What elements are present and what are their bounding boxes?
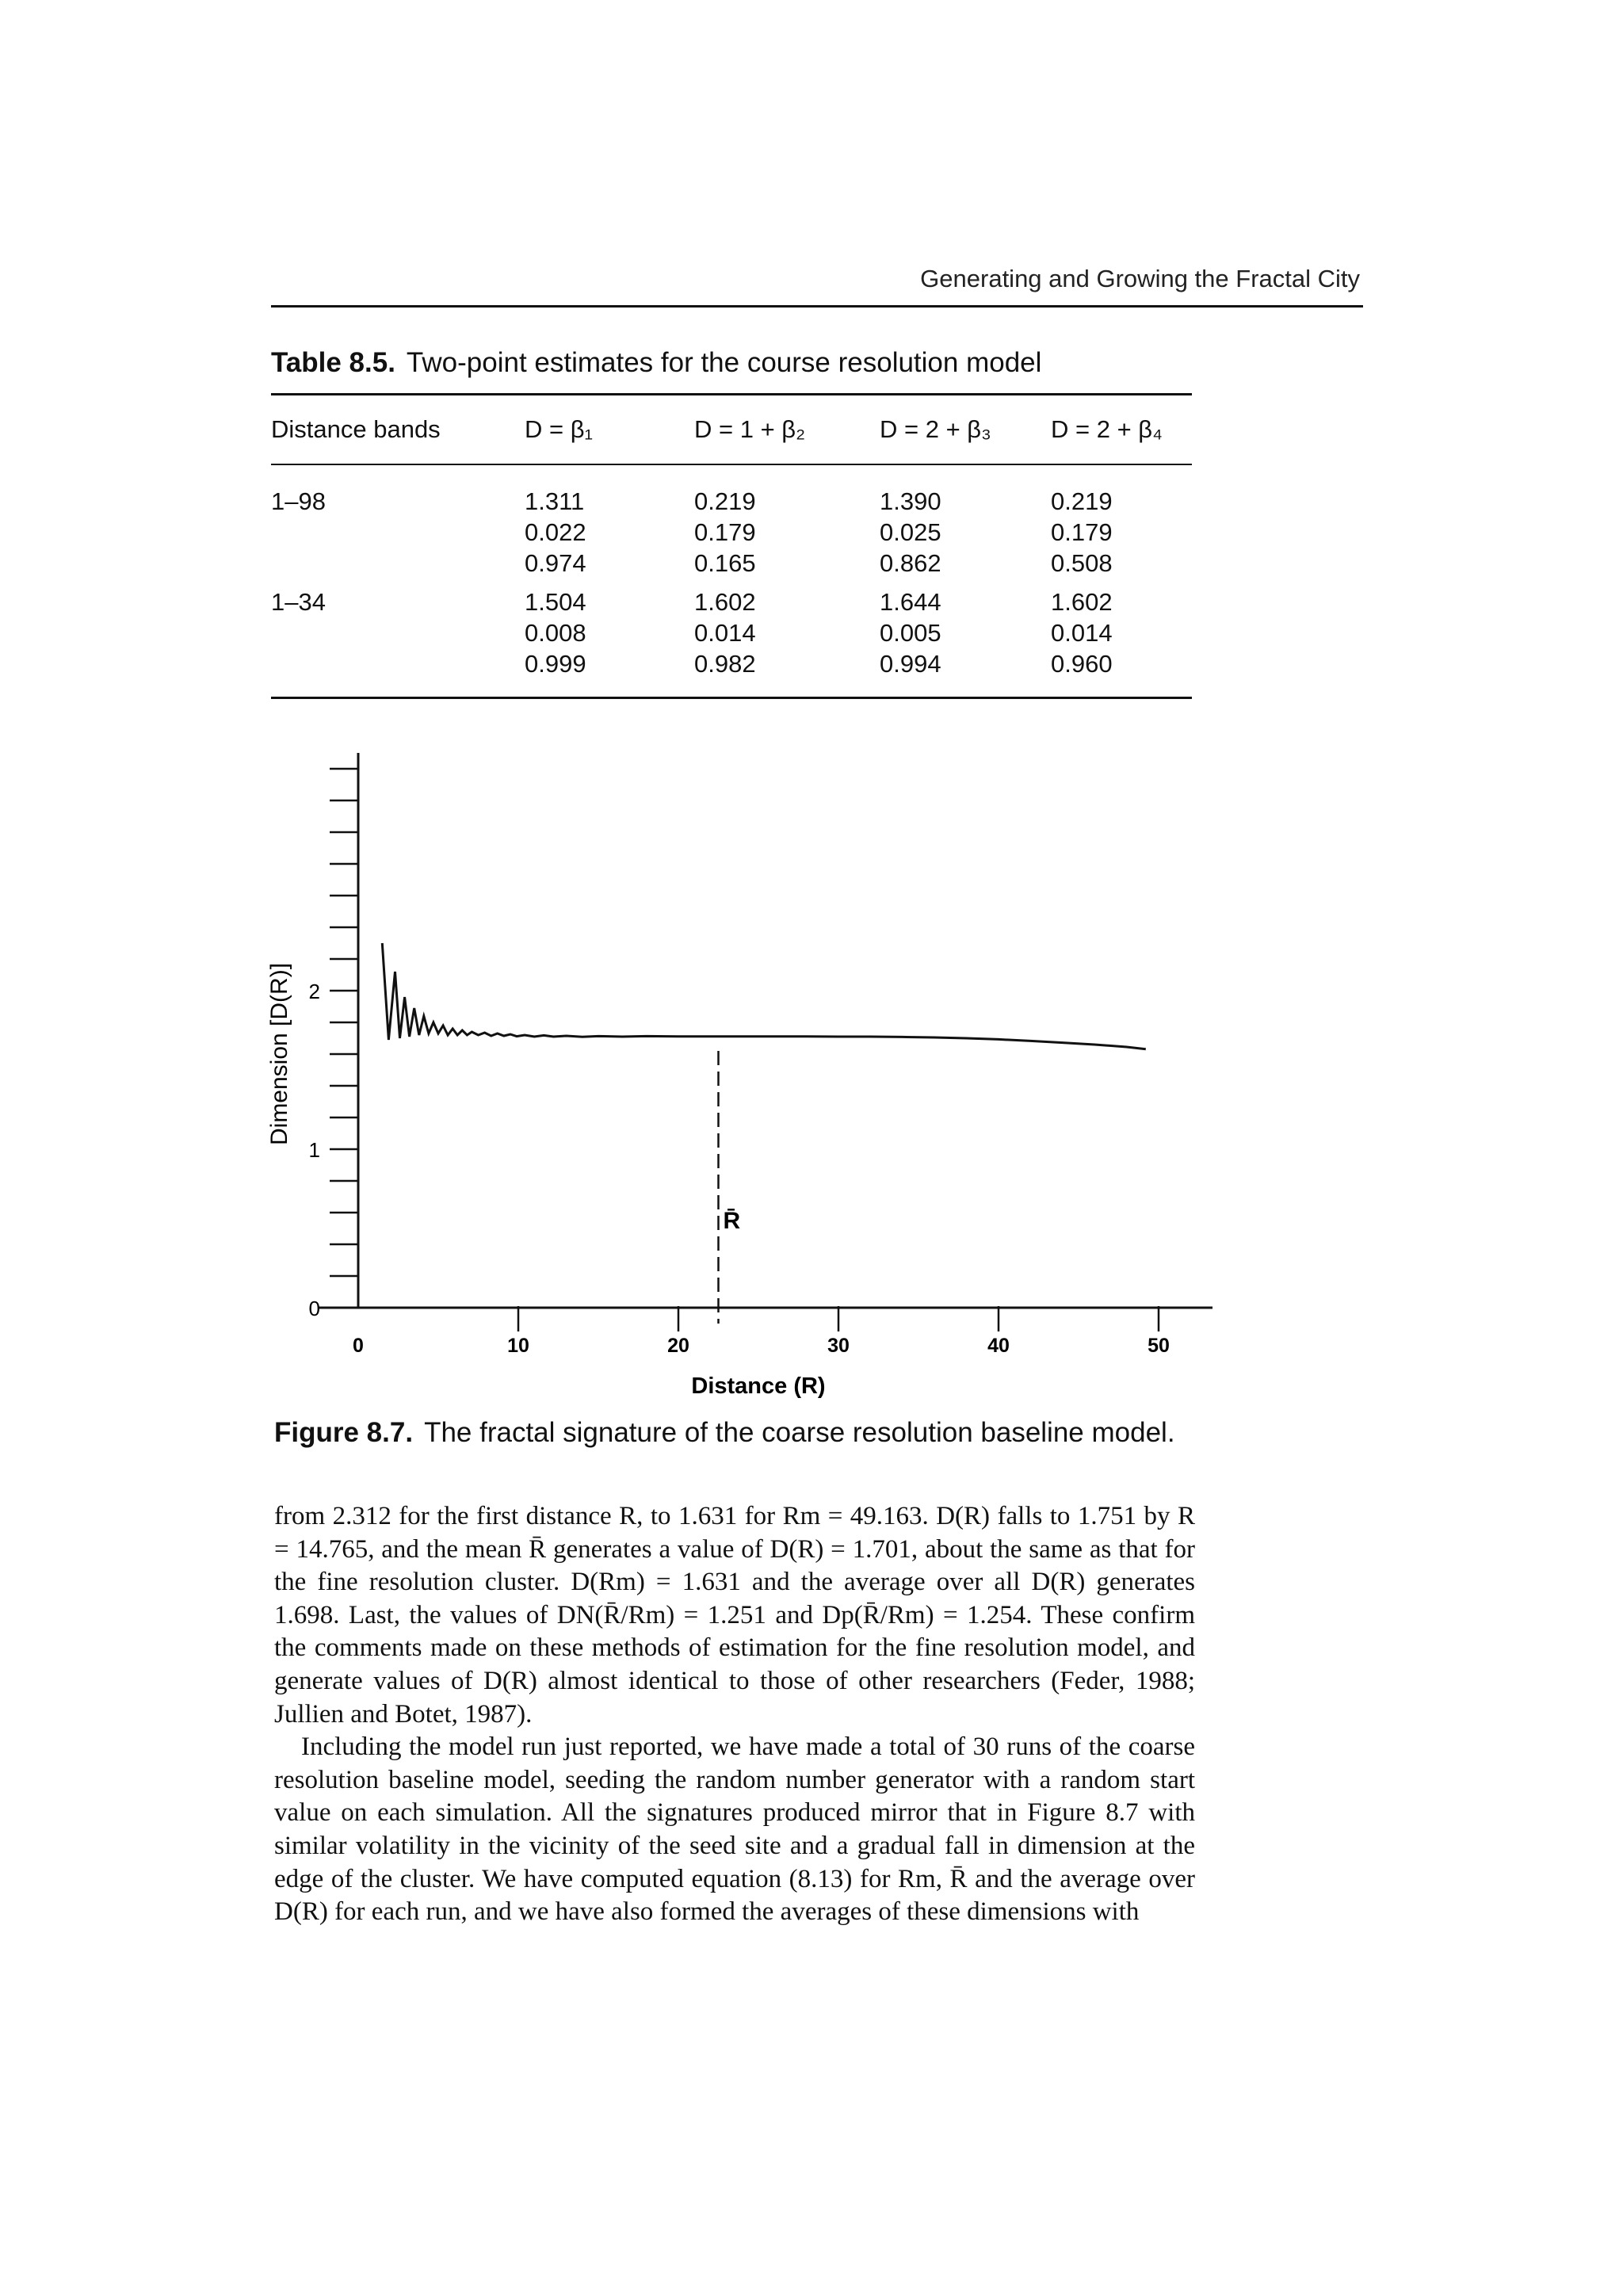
table-row	[271, 465, 1192, 579]
header-rule	[271, 305, 1363, 308]
row-band: 1–34	[271, 588, 326, 616]
table-cell: 1.390 0.025 0.862	[880, 487, 941, 577]
y-tick-label: 0	[308, 1297, 320, 1320]
x-tick-label: 20	[667, 1335, 689, 1357]
table-caption	[271, 347, 1041, 379]
y-tick-label: 1	[308, 1138, 320, 1162]
x-tick-label: 50	[1148, 1335, 1170, 1357]
figure-caption-text: The fractal signature of the coarse resolution baseline model.	[424, 1417, 1175, 1448]
figure-label: Figure 8.7.	[274, 1417, 414, 1448]
table-cell: 1.602 0.014 0.960	[1051, 588, 1113, 678]
x-tick-labels	[353, 1335, 1170, 1357]
y-tick-labels	[309, 980, 320, 1320]
x-axis-title: Distance (R)	[691, 1373, 826, 1399]
header-distance-bands: Distance bands	[271, 415, 441, 443]
header-beta4: D = 2 + β₄	[1051, 415, 1163, 443]
paragraph: from 2.312 for the first distance R, to 1.631 for Rm = 49.163. D(R) falls to 1.751 by R = 14.765, and the mean R̄ generates a value of D(R) = 1.701, about the same as that for the fine resolution cluster. D(Rm) = 1.631 and the average over all D(R) generates 1.698. Last, the values of DN(R̄/Rm) = 1.251 and Dp(R̄/Rm) = 1.254. These confirm the comments made on these methods of estimation for the fine resolution model, and generate values of D(R) almost identical to those of other researchers (Feder, 1988; Jullien and Botet, 1987).	[274, 1502, 1195, 1729]
header-beta2: D = 1 + β₂	[694, 415, 806, 443]
running-head: Generating and Growing the Fractal City	[920, 265, 1360, 292]
y-tick-label: 2	[308, 980, 320, 1003]
series-line	[382, 943, 1146, 1049]
table-cell: 0.219 0.179 0.508	[1051, 487, 1113, 577]
mean-r-label: R̄	[723, 1208, 741, 1234]
table-row	[271, 579, 1192, 697]
axis-ticks	[330, 745, 1159, 1331]
header-beta3: D = 2 + β₃	[880, 415, 991, 443]
table-label: Table 8.5.	[271, 347, 395, 378]
body-text	[274, 1500, 1195, 1929]
x-tick-label: 0	[353, 1335, 364, 1357]
data-table-container	[271, 393, 1192, 699]
table-cell: 1.504 0.008 0.999	[525, 588, 586, 678]
x-tick-label: 10	[507, 1335, 529, 1357]
table-cell: 0.219 0.179 0.165	[694, 487, 756, 577]
data-table	[271, 395, 1192, 697]
table-cell: 1.602 0.014 0.982	[694, 588, 756, 678]
figure-caption	[274, 1417, 1175, 1449]
x-tick-label: 40	[987, 1335, 1010, 1357]
paragraph: Including the model run just reported, we have made a total of 30 runs of the coarse resolution baseline model, seeding the random number generator with a random start value on each simulation. All the signatures produced mirror that in Figure 8.7 with similar volatility in the vicinity of the seed site and a gradual fall in dimension at the edge of the cluster. We have computed equation (8.13) for Rm, R̄ and the average over D(R) for each run, and we have also formed the averages of these dimensions with	[274, 1733, 1195, 1927]
table-cell: 1.311 0.022 0.974	[525, 487, 586, 577]
header-beta1: D = β₁	[525, 415, 594, 443]
fractal-signature-chart	[254, 745, 1228, 1403]
table-bottom-rule	[271, 697, 1192, 699]
x-tick-label: 30	[827, 1335, 850, 1357]
table-cell: 1.644 0.005 0.994	[880, 588, 941, 678]
table-title: Two-point estimates for the course resolution model	[406, 347, 1042, 378]
y-axis-title: Dimension [D(R)]	[266, 962, 292, 1146]
row-band: 1–98	[271, 487, 326, 515]
